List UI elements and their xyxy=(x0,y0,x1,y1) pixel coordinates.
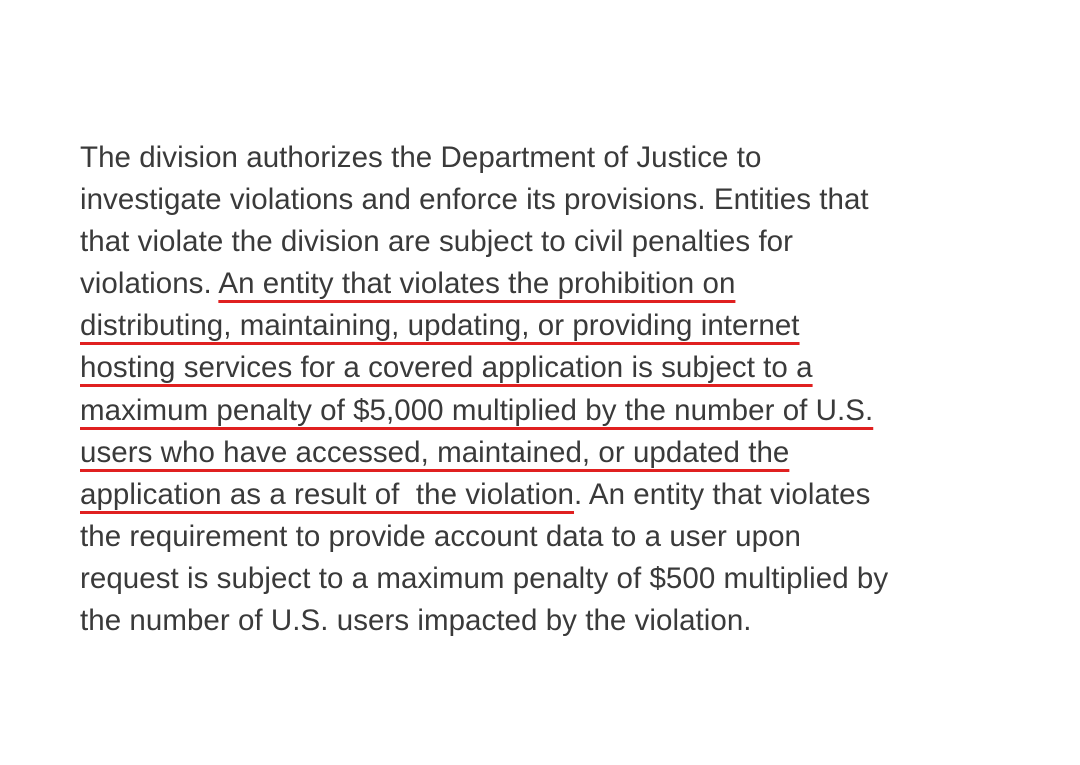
paragraph-line xyxy=(80,390,1070,432)
paragraph-line xyxy=(80,516,1070,558)
underlined-text: maximum penalty of $5,000 multiplied by the number of U.S. xyxy=(80,393,874,427)
line-text: request is subject to a maximum penalty of $500 multiplied by xyxy=(80,561,889,595)
paragraph-line xyxy=(80,137,1070,179)
underlined-text: hosting services for a covered application is subject to a xyxy=(80,351,813,385)
paragraph-line xyxy=(80,179,1070,221)
line-text: investigate violations and enforce its provisions. Entities that xyxy=(80,183,869,217)
underlined-text: users who have accessed, maintained, or updated the xyxy=(80,435,790,469)
line-text: . An entity that violates xyxy=(574,477,871,511)
line-text: the number of U.S. users impacted by the violation. xyxy=(80,604,752,638)
paragraph-line xyxy=(80,263,1070,305)
line-text: The division authorizes the Department of Justice to xyxy=(80,141,762,174)
underlined-text: An entity that violates the prohibition on xyxy=(218,267,736,301)
penalty-paragraph xyxy=(80,137,1070,642)
line-text: the requirement to provide account data to a user upon xyxy=(80,519,801,553)
paragraph-line xyxy=(80,558,1070,600)
paragraph-line xyxy=(80,474,1070,516)
paragraph-line xyxy=(80,305,1070,347)
line-text: violations. xyxy=(80,267,219,301)
paragraph-line xyxy=(80,432,1070,474)
paragraph-line xyxy=(80,347,1070,389)
line-text: that violate the division are subject to civil penalties for xyxy=(80,225,794,259)
underlined-text: distributing, maintaining, updating, or providing internet xyxy=(80,309,800,343)
paragraph-line xyxy=(80,221,1070,263)
underlined-text: application as a result of the violation xyxy=(80,477,575,511)
paragraph-line xyxy=(80,600,1070,642)
